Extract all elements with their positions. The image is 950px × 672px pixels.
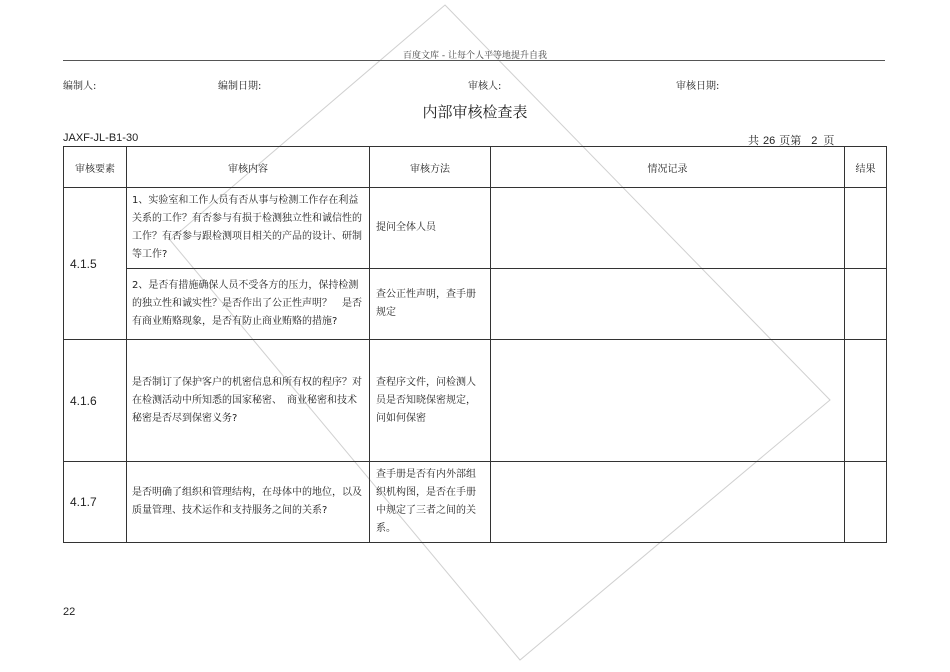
record-cell[interactable] (491, 269, 845, 340)
page-mid: 页第 (779, 134, 802, 147)
header-divider (63, 60, 885, 61)
result-cell[interactable] (845, 340, 887, 462)
header-element: 审核要素 (64, 147, 127, 188)
table-row (64, 188, 887, 269)
record-cell[interactable] (491, 188, 845, 269)
content-cell: 2、是否有措施确保人员不受各方的压力，保持检测的独立性和诚实性？是否作出了公正性声明？ 是否有商业贿赂现象，是否有防止商业贿赂的措施? (127, 269, 370, 340)
audit-checklist-table (63, 146, 887, 543)
method-cell: 查程序文件，问检测人员是否知晓保密规定，问如何保密 (370, 340, 491, 462)
method-cell: 提问全体人员 (370, 188, 491, 269)
result-cell[interactable] (845, 462, 887, 543)
table-row (64, 462, 887, 543)
compile-date-label: 编制日期: (218, 81, 262, 92)
page-header: 百度文库 - 让每个人平等地提升自我 (403, 51, 547, 61)
clause-cell: 4.1.6 (64, 340, 127, 462)
page-total-prefix: 共 (748, 134, 759, 147)
header-result: 结果 (845, 147, 887, 188)
content-cell: 是否制订了保护客户的机密信息和所有权的程序？对在检测活动中所知悉的国家秘密、 商业秘密和技术秘密是否尽到保密义务? (127, 340, 370, 462)
document-title: 内部审核检查表 (422, 103, 528, 121)
table-header-row (64, 147, 887, 188)
page-number: 22 (63, 606, 76, 618)
record-cell[interactable] (491, 462, 845, 543)
document-code: JAXF-JL-B1-30 (63, 132, 139, 144)
table-row (64, 269, 887, 340)
clause-cell: 4.1.5 (64, 188, 127, 340)
header-method: 审核方法 (370, 147, 491, 188)
page-total: 26 (763, 135, 776, 147)
content-cell: 是否明确了组织和管理结构，在母体中的地位，以及质量管理、技术运作和支持服务之间的关系? (127, 462, 370, 543)
header-record: 情况记录 (491, 147, 845, 188)
table-row (64, 340, 887, 462)
result-cell[interactable] (845, 188, 887, 269)
page-suffix: 页 (823, 134, 835, 147)
reviewer-label: 审核人: (468, 81, 502, 92)
result-cell[interactable] (845, 269, 887, 340)
header-content: 审核内容 (127, 147, 370, 188)
content-cell: 1、实验室和工作人员有否从事与检测工作存在利益关系的工作？有否参与有损于检测独立性和诚信性的工作？有否参与跟检测项目相关的产品的设计、研制等工作? (127, 188, 370, 269)
clause-cell: 4.1.7 (64, 462, 127, 543)
compiler-label: 编制人: (63, 81, 97, 92)
review-date-label: 审核日期: (676, 81, 720, 92)
page-current: 2 (811, 135, 818, 147)
method-cell: 查手册是否有内外部组织机构图，是否在手册中规定了三者之间的关系。 (370, 462, 491, 543)
record-cell[interactable] (491, 340, 845, 462)
method-cell: 查公正性声明，查手册规定 (370, 269, 491, 340)
